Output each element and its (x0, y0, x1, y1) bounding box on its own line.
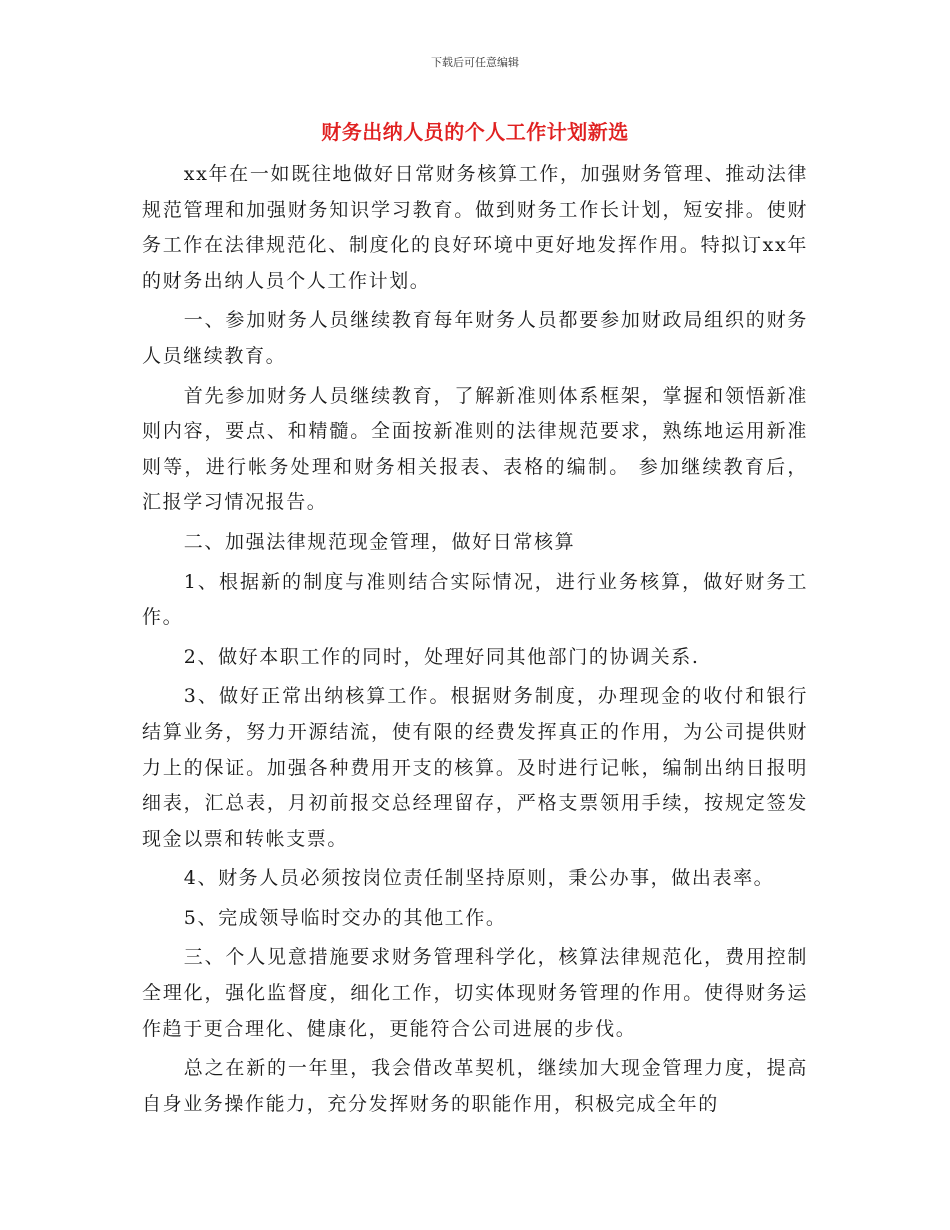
paragraph: 总之在新的一年里，我会借改革契机，继续加大现金管理力度，提高自身业务操作能力，充分发挥财务的职能作用，积极完成全年的 (142, 1057, 808, 1115)
document-title: 财务出纳人员的个人工作计划新选 (321, 120, 629, 144)
paragraph: 1、根据新的制度与准则结合实际情况，进行业务核算，做好财务工作。 (142, 570, 808, 629)
paragraph: 5、完成领导临时交办的其他工作。 (183, 906, 507, 929)
paragraph: 一、参加财务人员继续教育每年财务人员都要参加财政局组织的财务人员继续教育。 (142, 309, 808, 367)
page-header-note: 下载后可任意编辑 (431, 56, 519, 69)
paragraph: 2、做好本职工作的同时，处理好同其他部门的协调关系. (183, 645, 700, 668)
paragraph: 3、做好正常出纳核算工作。根据财务制度，办理现金的收付和银行结算业务，努力开源结流，使有限的经费发挥真正的作用，为公司提供财力上的保证。加强各种费用开支的核算。及时进行记帐，编制出纳日报明细表，汇总表，月初前报交总经理留存，严格支票领用手续，按规定签发现金以票和转帐支票。 (142, 685, 808, 850)
paragraph: 4、财务人员必须按岗位责任制坚持原则，秉公办事，做出表率。 (183, 867, 775, 890)
paragraph: xx年在一如既往地做好日常财务核算工作，加强财务管理、推动法律规范管理和加强财务知识学习教育。做到财务工作长计划，短安排。使财务工作在法律规范化、制度化的良好环境中更好地发挥作用。特拟订xx年的财务出纳人员个人工作计划。 (142, 163, 808, 292)
paragraph: 二、加强法律规范现金管理，做好日常核算 (183, 530, 576, 553)
paragraph: 三、个人见意措施要求财务管理科学化，核算法律规范化，费用控制全理化，强化监督度，细化工作，切实体现财务管理的作用。使得财务运作趋于更合理化、健康化，更能符合公司进展的步伐。 (142, 946, 808, 1040)
document-body (142, 157, 808, 1126)
paragraph: 首先参加财务人员继续教育，了解新准则体系框架，掌握和领悟新准则内容，要点、和精髓。全面按新准则的法律规范要求，熟练地运用新准则等，进行帐务处理和财务相关报表、表格的编制。 参加继续教育后，汇报学习情况报告。 (142, 384, 808, 514)
